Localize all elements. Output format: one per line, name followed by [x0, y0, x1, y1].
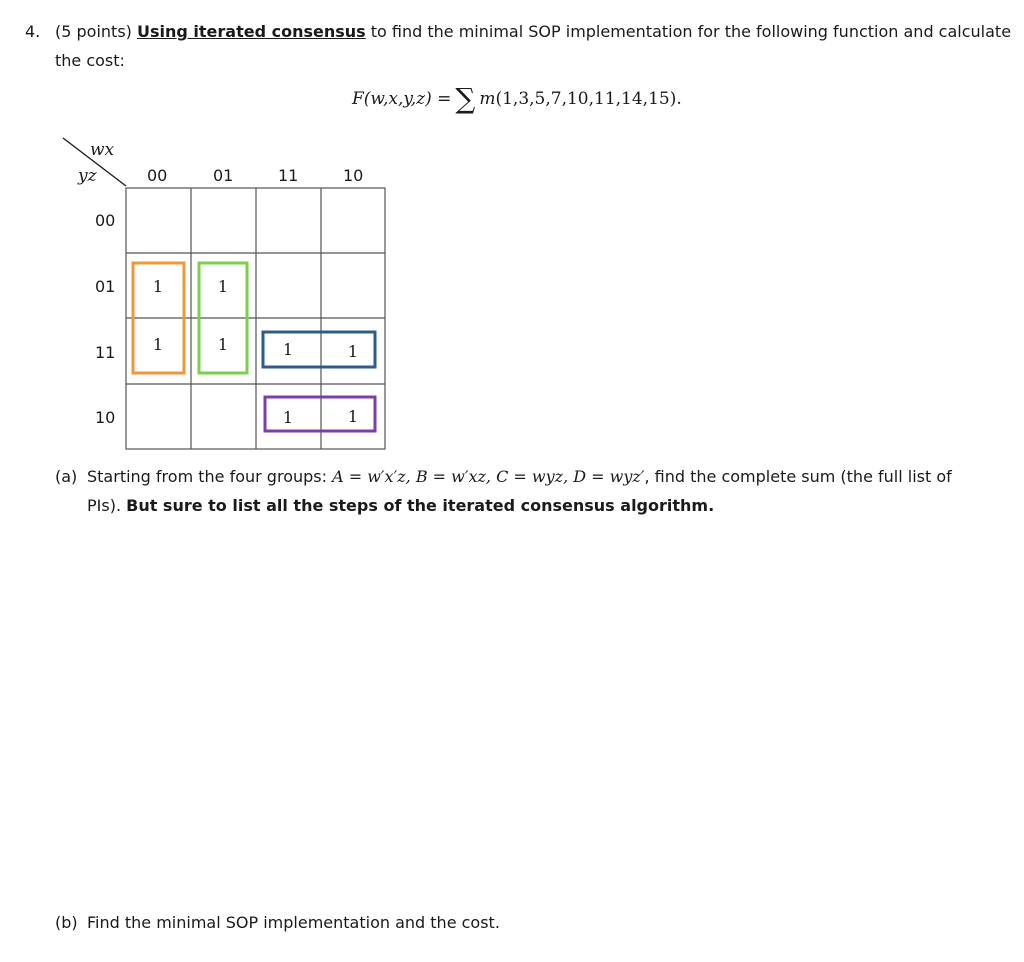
part-b [55, 913, 500, 932]
cell-10-10: 1 [347, 407, 359, 426]
col-header-10: 10 [343, 166, 364, 185]
question-number: 4. [25, 22, 41, 41]
part-a-label: (a) [55, 467, 78, 486]
part-a-groups-math: A = w′x′z, B = w′xz, C = wyz, D = wyz′ [332, 467, 645, 486]
question-prompt-line2: the cost: [55, 51, 125, 70]
col-header-00: 00 [147, 166, 168, 185]
part-a [55, 462, 1005, 520]
col-header-11: 11 [278, 166, 299, 185]
row-header-01: 01 [95, 277, 116, 296]
col-header-01: 01 [213, 166, 234, 185]
cell-01-01: 1 [217, 277, 229, 296]
kmap-col-var: wx [90, 140, 115, 160]
question-prompt-line1 [55, 22, 1011, 41]
part-a-bold-instruction: But sure to list all the steps of the iterated consensus algorithm. [126, 496, 715, 515]
row-header-00: 00 [95, 211, 116, 230]
part-a-text-before: Starting from the four groups: [87, 467, 327, 486]
cell-11-10: 1 [347, 342, 359, 361]
part-a-line2 [55, 491, 1005, 520]
part-a-text-after: , find the complete sum (the full list of [644, 467, 952, 486]
cell-10-11: 1 [282, 408, 294, 427]
formula-m: m [479, 89, 496, 109]
cell-01-00: 1 [152, 277, 164, 296]
row-header-11: 11 [95, 343, 116, 362]
cell-11-00: 1 [152, 335, 164, 354]
question-text: to find the minimal SOP implementation for the following function and calculate [370, 22, 1012, 41]
part-b-label: (b) [55, 913, 78, 932]
question-method: Using iterated consensus [136, 22, 366, 41]
formula-minterms: (1,3,5,7,10,11,14,15). [495, 89, 682, 109]
formula-lhs: F(w,x,y,z) = [352, 89, 452, 109]
cell-11-01: 1 [217, 335, 229, 354]
sigma-symbol: ∑ [455, 82, 476, 115]
part-b-text: Find the minimal SOP implementation and the cost. [87, 913, 500, 932]
kmap-row-var: yz [78, 166, 97, 186]
function-formula [352, 82, 682, 115]
part-a-pis: PIs). [87, 496, 122, 515]
cell-11-11: 1 [282, 340, 294, 359]
row-header-10: 10 [95, 408, 116, 427]
question-points: (5 points) [55, 22, 132, 41]
